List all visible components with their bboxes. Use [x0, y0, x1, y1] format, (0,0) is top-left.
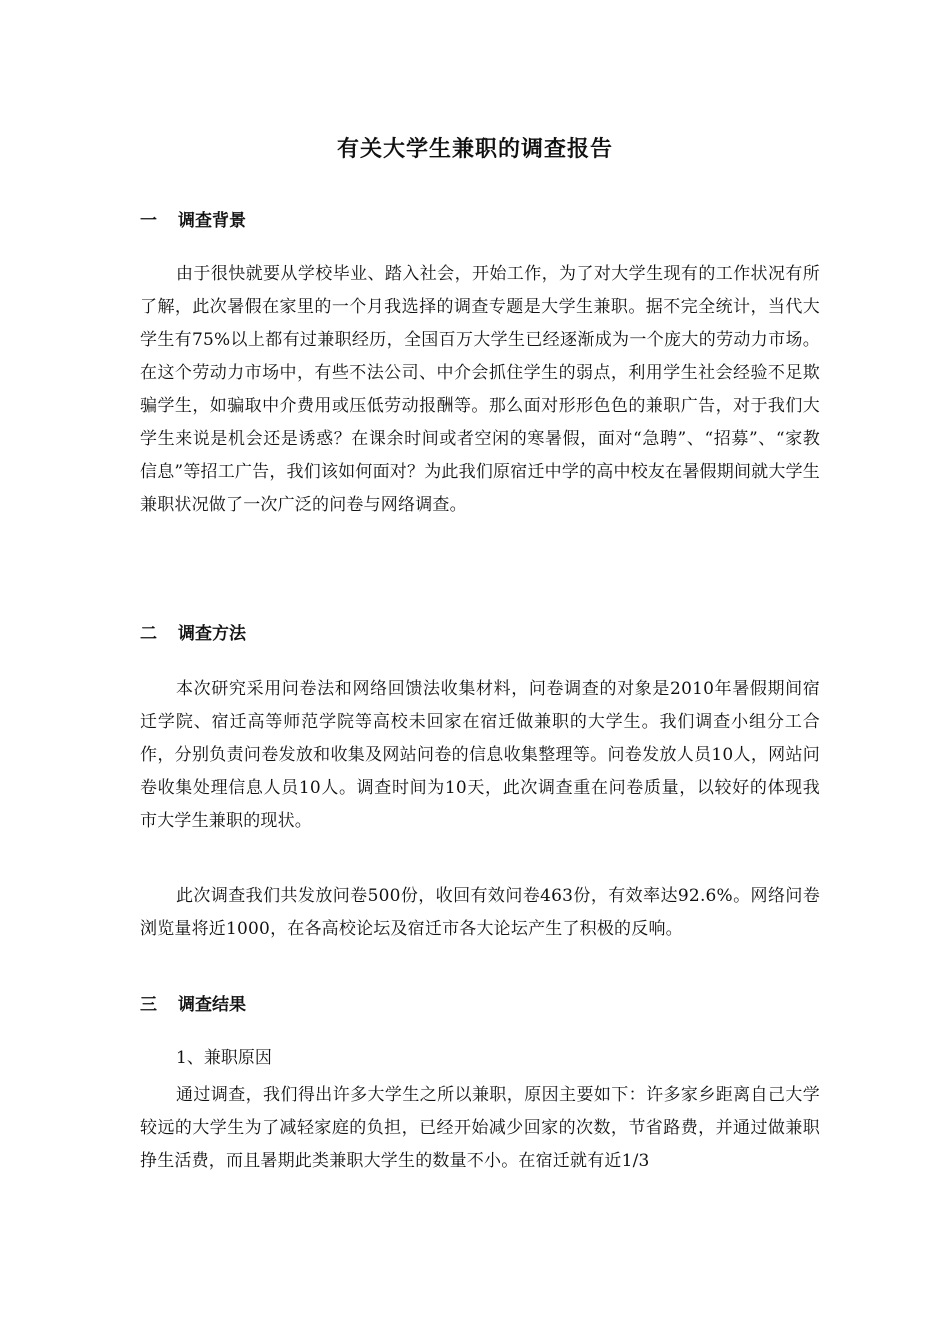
paragraph-background: 由于很快就要从学校毕业、踏入社会，开始工作，为了对大学生现有的工作状况有所了解，此次暑假在家里的一个月我选择的调查专题是大学生兼职。据不完全统计，当代大学生有75%以上都有过兼职经历，全国百万大学生已经逐渐成为一个庞大的劳动力市场。在这个劳动力市场中，有些不法公司、中介会抓住学生的弱点，利用学生社会经验不足欺骗学生，如骗取中介费用或压低劳动报酬等。那么面对形形色色的兼职广告，对于我们大学生来说是机会还是诱惑？在课余时间或者空闲的寒暑假，面对“急聘”、“招募”、“家教信息”等招工广告，我们该如何面对？为此我们原宿迁中学的高中校友在暑假期间就大学生兼职状况做了一次广泛的问卷与网络调查。 — [140, 264, 820, 515]
paragraph-method-1: 本次研究采用问卷法和网络回馈法收集材料，问卷调查的对象是2010年暑假期间宿迁学院、宿迁高等师范学院等高校未回家在宿迁做兼职的大学生。我们调查小组分工合作，分别负责问卷发放和收集及网站问卷的信息收集整理等。问卷发放人员10人，网站问卷收集处理信息人员10人。调查时间为10天，此次调查重在问卷质量，以较好的体现我市大学生兼职的现状。 — [140, 679, 820, 831]
subheading-reasons: 1、兼职原因 — [176, 1048, 272, 1068]
section-heading-background — [140, 207, 246, 235]
section-title: 调查结果 — [178, 995, 246, 1015]
document-title: 有关大学生兼职的调查报告 — [336, 136, 613, 162]
section-heading-method — [140, 620, 246, 648]
paragraph-method-2: 此次调查我们共发放问卷500份，收回有效问卷463份，有效率达92.6%。网络问卷浏览量将近1000，在各高校论坛及宿迁市各大论坛产生了积极的反响。 — [140, 886, 820, 939]
section-title: 调查方法 — [178, 624, 246, 644]
section-number: 一 — [140, 211, 157, 231]
paragraph-results-1: 通过调查，我们得出许多大学生之所以兼职，原因主要如下：许多家乡距离自己大学较远的大学生为了减轻家庭的负担，已经开始减少回家的次数，节省路费，并通过做兼职挣生活费，而且暑期此类兼职大学生的数量不小。在宿迁就有近1/3 — [140, 1085, 820, 1171]
section-heading-results — [140, 991, 246, 1019]
section-number: 二 — [140, 624, 157, 644]
section-number: 三 — [140, 995, 157, 1015]
section-title: 调查背景 — [178, 211, 246, 231]
